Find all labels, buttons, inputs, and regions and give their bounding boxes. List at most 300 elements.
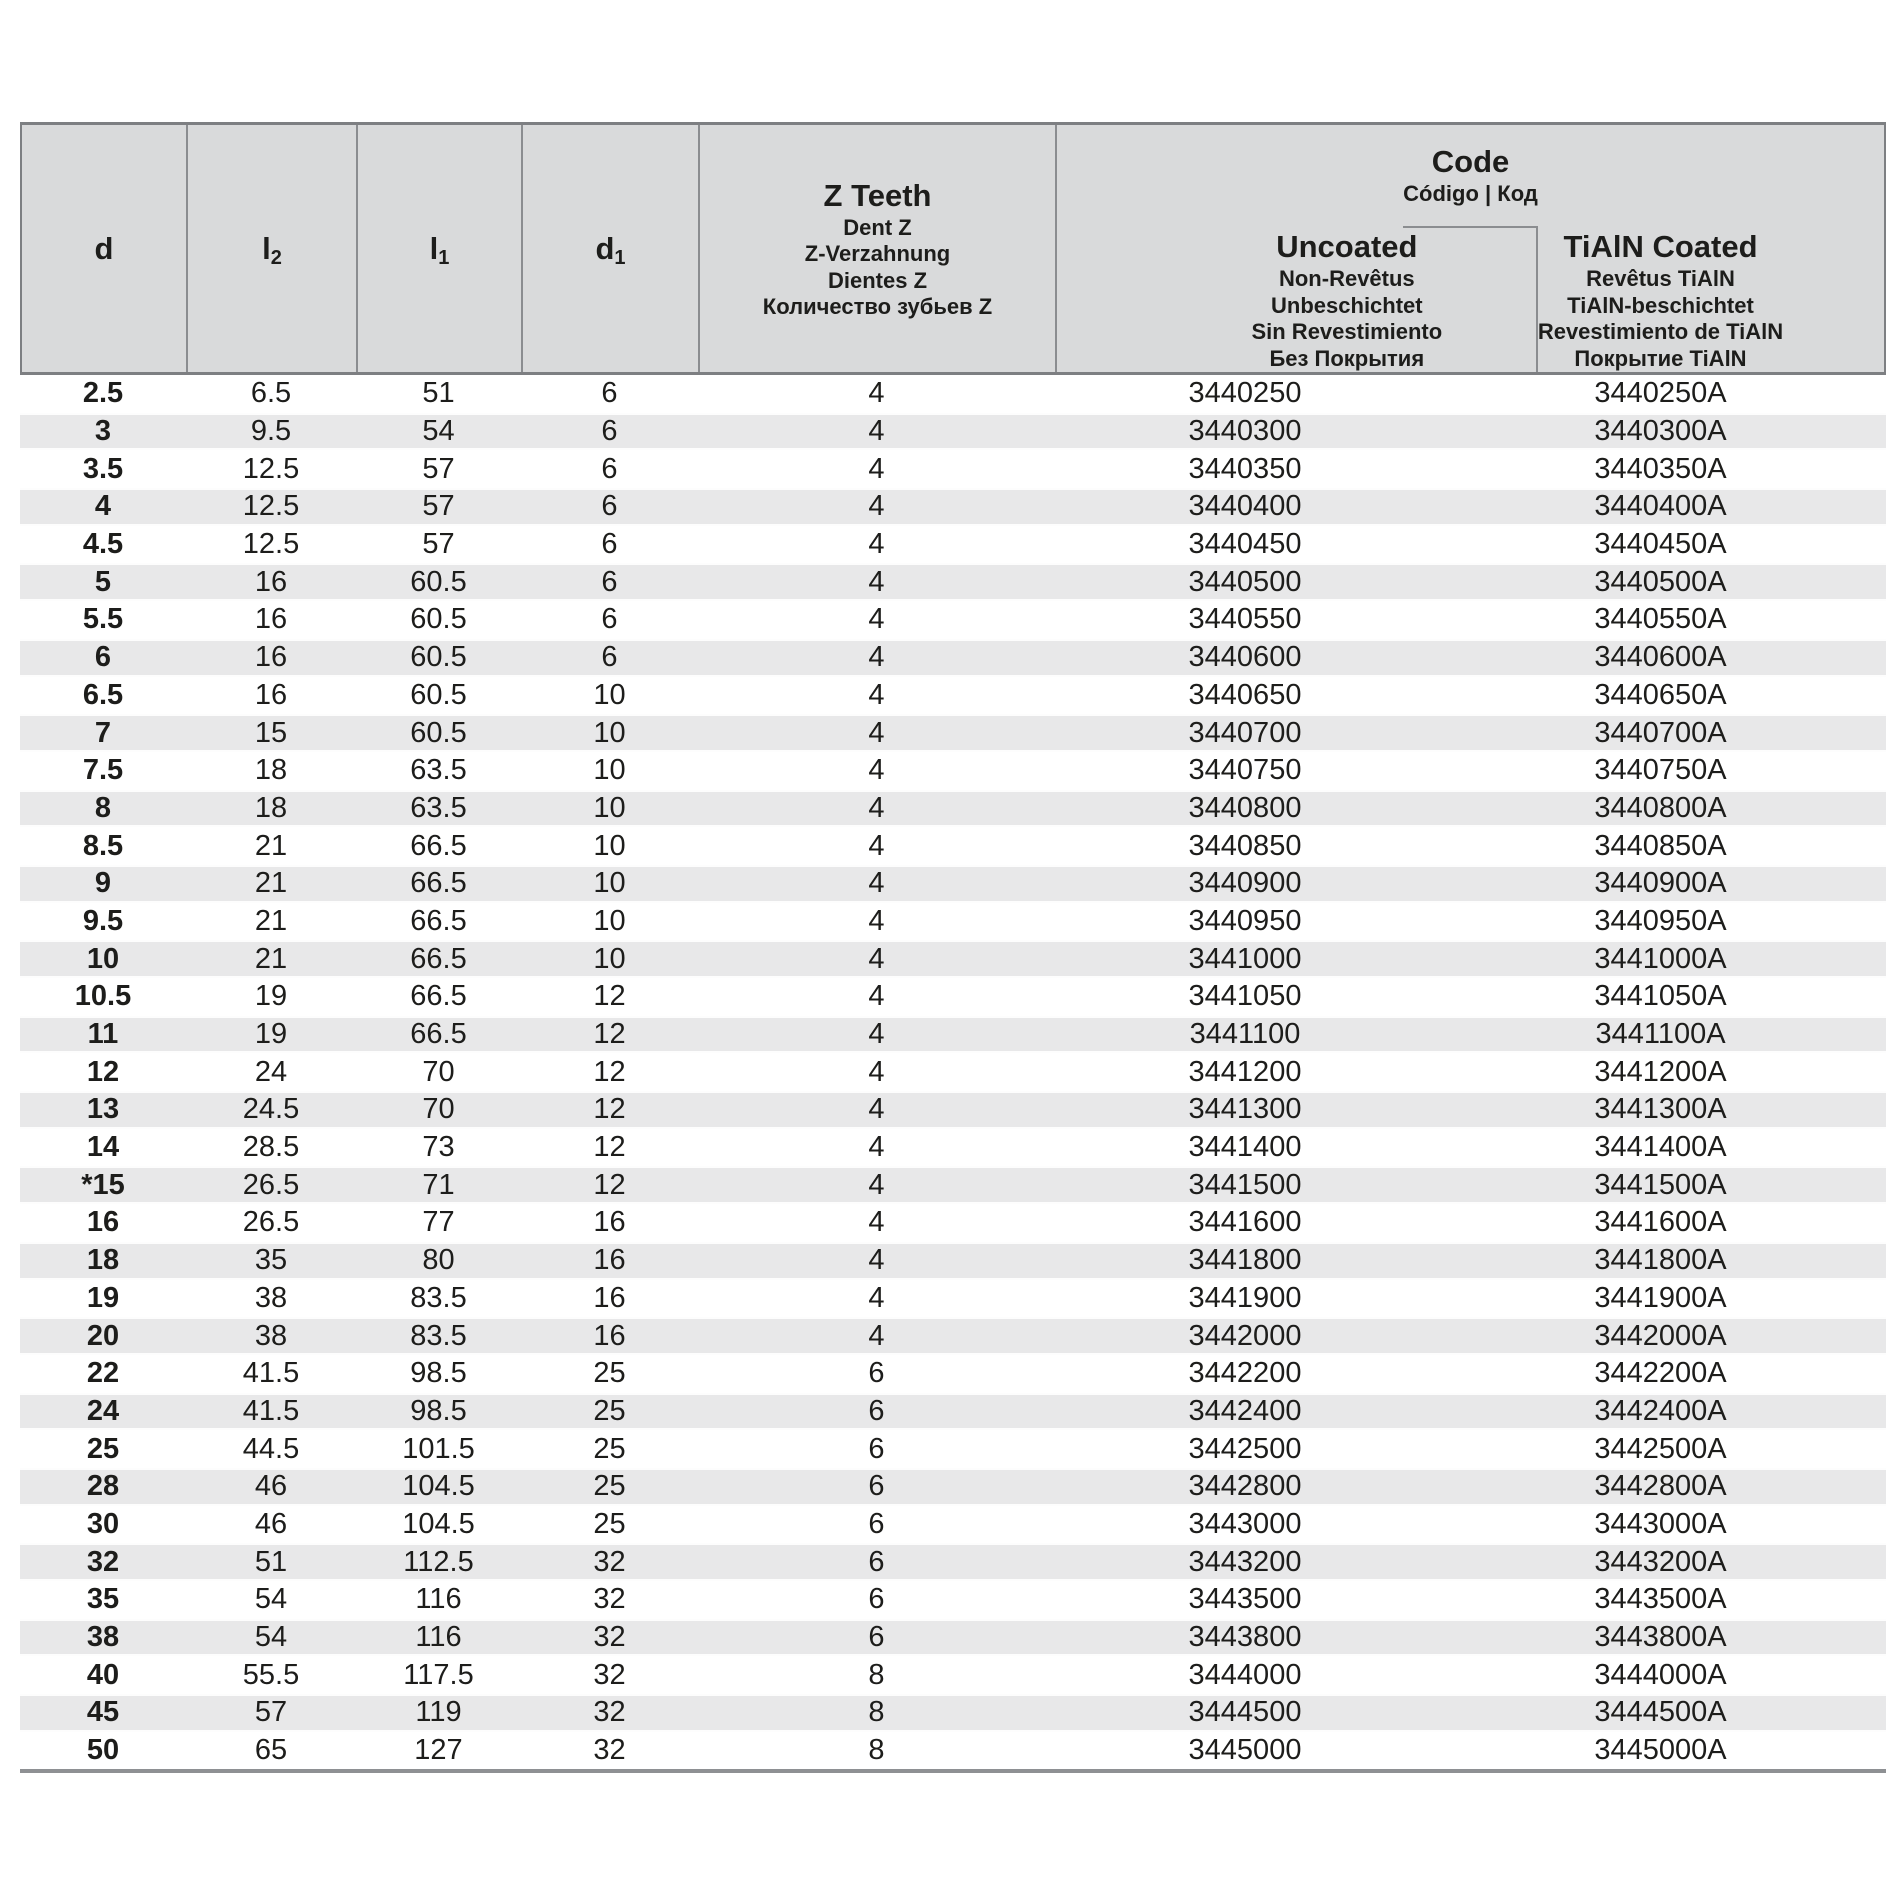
tialn-subtitle-fr: Revêtus TiAlN — [1586, 266, 1735, 291]
cell-d: 9.5 — [82, 904, 124, 937]
cell-l1: 116 — [415, 1583, 462, 1616]
cell-d: 35 — [86, 1583, 120, 1616]
cell-d1: 6 — [601, 528, 618, 561]
cell-z-teeth: 6 — [868, 1432, 885, 1465]
cell-l1: 117.5 — [403, 1658, 474, 1691]
cell-d1: 10 — [593, 867, 626, 900]
cell-d1: 12 — [593, 980, 626, 1013]
cell-z-teeth: 4 — [868, 1244, 885, 1277]
cell-d: 8 — [94, 791, 112, 824]
cell-d1: 12 — [593, 1168, 626, 1201]
cell-code-coated: 3441400A — [1594, 1131, 1727, 1164]
cell-code-uncoated: 3440650 — [1188, 678, 1302, 711]
table-row — [20, 1129, 1886, 1167]
cell-l1: 66.5 — [410, 904, 467, 937]
column-header-l2 — [188, 125, 358, 372]
cell-l2: 44.5 — [242, 1432, 300, 1465]
cell-l1: 101.5 — [402, 1432, 475, 1465]
table-row — [20, 526, 1886, 564]
cell-code-uncoated: 3442500 — [1188, 1432, 1302, 1465]
cell-l2: 41.5 — [242, 1394, 300, 1427]
cell-l1: 83.5 — [410, 1281, 467, 1314]
cell-z-teeth: 4 — [868, 1281, 885, 1314]
cell-l2: 6.5 — [250, 377, 292, 410]
cell-d1: 6 — [601, 603, 618, 636]
cell-d1: 16 — [593, 1281, 626, 1314]
cell-d: 2.5 — [82, 377, 124, 410]
cell-z-teeth: 4 — [868, 528, 885, 561]
cell-code-uncoated: 3440800 — [1188, 791, 1302, 824]
cell-code-coated: 3441050A — [1594, 980, 1727, 1013]
cell-code-coated: 3440700A — [1594, 716, 1727, 749]
cell-code-uncoated: 3442000 — [1188, 1319, 1302, 1352]
cell-d: 4 — [94, 490, 112, 523]
cell-d1: 12 — [593, 1093, 626, 1126]
cell-l1: 77 — [422, 1206, 455, 1239]
table-row — [20, 1091, 1886, 1129]
table-row — [20, 1393, 1886, 1431]
cell-d1: 6 — [601, 377, 618, 410]
cell-d: 25 — [86, 1432, 120, 1465]
cell-l1: 60.5 — [410, 565, 467, 598]
uncoated-subtitle-fr: Non-Revêtus — [1278, 266, 1415, 291]
cell-d: 10.5 — [74, 980, 132, 1013]
cell-code-uncoated: 3441600 — [1188, 1206, 1302, 1239]
table-row — [20, 1694, 1886, 1732]
code-group-header — [1403, 125, 1538, 228]
cell-code-uncoated: 3440300 — [1188, 415, 1302, 448]
column-header-z-teeth — [700, 125, 1057, 372]
cell-code-coated: 3443500A — [1594, 1583, 1727, 1616]
cell-z-teeth: 4 — [868, 678, 885, 711]
cell-l2: 16 — [254, 603, 288, 636]
cell-z-teeth: 4 — [868, 452, 885, 485]
cell-code-coated: 3444500A — [1594, 1696, 1727, 1729]
cell-code-uncoated: 3444000 — [1188, 1658, 1302, 1691]
cell-l1: 60.5 — [410, 603, 467, 636]
cell-d: 6.5 — [82, 678, 124, 711]
cell-d1: 16 — [593, 1206, 626, 1239]
cell-d1: 10 — [593, 829, 626, 862]
code-title: Code — [1431, 144, 1510, 180]
cell-z-teeth: 4 — [868, 1319, 885, 1352]
cell-l2: 9.5 — [250, 415, 292, 448]
uncoated-subtitle-de: Unbeschichtet — [1271, 292, 1423, 318]
table-bottom-rule — [20, 1769, 1886, 1773]
cell-z-teeth: 4 — [868, 1018, 885, 1051]
z-teeth-subtitle-fr: Dent Z — [843, 214, 912, 240]
cell-l1: 83.5 — [410, 1319, 467, 1352]
cell-code-uncoated: 3442800 — [1188, 1470, 1302, 1503]
cell-code-coated: 3441000A — [1594, 942, 1727, 975]
cell-l2: 12.5 — [242, 452, 300, 485]
cell-z-teeth: 4 — [868, 980, 885, 1013]
cell-code-coated: 3441800A — [1594, 1244, 1727, 1277]
cell-l2: 46 — [254, 1507, 288, 1540]
cell-l2: 38 — [254, 1319, 288, 1352]
cell-l1: 104.5 — [402, 1507, 475, 1540]
cell-z-teeth: 4 — [868, 754, 885, 787]
cell-d: 7.5 — [82, 754, 124, 787]
column-label-l1: $l_1$ — [429, 230, 450, 269]
cell-d: 5.5 — [82, 603, 124, 636]
uncoated-subtitle-ru: Без Покрытия — [1269, 345, 1425, 371]
cell-z-teeth: 4 — [868, 867, 885, 900]
cell-l2: 57 — [254, 1696, 288, 1729]
cell-code-coated: 3445000A — [1594, 1734, 1727, 1767]
cell-d: 6 — [94, 641, 112, 674]
cell-code-uncoated: 3443800 — [1188, 1621, 1302, 1654]
cell-code-uncoated: 3441000 — [1188, 942, 1302, 975]
cell-l2: 16 — [254, 565, 288, 598]
cell-l2: 24 — [254, 1055, 288, 1088]
code-column-group — [1057, 125, 1884, 372]
cell-l1: 54 — [422, 415, 455, 448]
cell-code-coated: 3440450A — [1594, 528, 1727, 561]
cell-code-coated: 3444000A — [1594, 1658, 1727, 1691]
cell-z-teeth: 6 — [868, 1507, 885, 1540]
cell-z-teeth: 4 — [868, 716, 885, 749]
cell-code-uncoated: 3442400 — [1188, 1394, 1302, 1427]
cell-z-teeth: 8 — [868, 1734, 885, 1767]
cell-l2: 16 — [254, 678, 288, 711]
cell-code-uncoated: 3440350 — [1188, 452, 1302, 485]
cell-code-uncoated: 3440950 — [1188, 904, 1302, 937]
table-row — [20, 903, 1886, 941]
table-row — [20, 1166, 1886, 1204]
z-teeth-subtitle-de: Z-Verzahnung — [804, 241, 951, 266]
cell-code-uncoated: 3441050 — [1188, 980, 1302, 1013]
cell-d1: 25 — [593, 1470, 626, 1503]
cell-code-coated: 3442200A — [1594, 1357, 1727, 1390]
cell-z-teeth: 6 — [868, 1394, 885, 1427]
cell-l1: 66.5 — [410, 829, 467, 862]
cell-d: 10 — [86, 942, 120, 975]
cell-code-uncoated: 3440600 — [1188, 641, 1302, 674]
cell-d: 4.5 — [82, 528, 124, 561]
cell-d1: 6 — [601, 452, 618, 485]
z-teeth-subtitle-es: Dientes Z — [827, 267, 928, 293]
cell-code-uncoated: 3440450 — [1188, 528, 1302, 561]
cell-l1: 98.5 — [410, 1357, 467, 1390]
cell-d1: 25 — [593, 1507, 626, 1540]
table-row — [20, 1468, 1886, 1506]
cell-d: 5 — [94, 565, 112, 598]
table-row — [20, 1732, 1886, 1770]
cell-d: 24 — [86, 1394, 120, 1427]
cell-d1: 10 — [593, 754, 626, 787]
cell-z-teeth: 4 — [868, 1131, 885, 1164]
column-header-l1 — [358, 125, 523, 372]
cell-z-teeth: 6 — [868, 1583, 885, 1616]
cell-l2: 24.5 — [242, 1093, 300, 1126]
cell-code-coated: 3441500A — [1594, 1168, 1727, 1201]
column-label-l2: $l_2$ — [262, 230, 282, 269]
cell-code-uncoated: 3441900 — [1188, 1281, 1302, 1314]
cell-d1: 32 — [593, 1583, 626, 1616]
cell-z-teeth: 4 — [868, 942, 885, 975]
cell-z-teeth: 4 — [868, 415, 885, 448]
cell-l1: 63.5 — [410, 791, 467, 824]
cell-d: 12 — [86, 1055, 120, 1088]
table-row — [20, 790, 1886, 828]
cell-code-uncoated: 3440400 — [1188, 490, 1302, 523]
cell-z-teeth: 6 — [868, 1357, 885, 1390]
cell-d: *15 — [81, 1168, 125, 1201]
table-row — [20, 714, 1886, 752]
cell-l2: 21 — [254, 942, 288, 975]
cell-code-uncoated: 3440900 — [1188, 867, 1302, 900]
cell-l2: 46 — [254, 1470, 288, 1503]
cell-l1: 119 — [415, 1696, 462, 1729]
cell-l1: 63.5 — [410, 754, 467, 787]
cell-d1: 32 — [593, 1658, 626, 1691]
tialn-subtitle-de: TiAlN-beschichtet — [1567, 292, 1754, 318]
table-row — [20, 827, 1886, 865]
cell-d: 45 — [86, 1696, 120, 1729]
cell-code-coated: 3440600A — [1594, 641, 1727, 674]
cell-d: 3 — [94, 415, 112, 448]
cell-l1: 70 — [422, 1093, 455, 1126]
table-row — [20, 1016, 1886, 1054]
cell-code-uncoated: 3441200 — [1188, 1055, 1302, 1088]
cell-l2: 21 — [254, 867, 288, 900]
cell-code-coated: 3443800A — [1594, 1621, 1727, 1654]
cell-code-coated: 3442500A — [1594, 1432, 1727, 1465]
cell-d1: 32 — [593, 1696, 626, 1729]
cell-code-coated: 3440350A — [1594, 452, 1727, 485]
cell-l2: 18 — [254, 754, 288, 787]
cell-d: 9 — [94, 867, 112, 900]
cell-l2: 38 — [254, 1281, 288, 1314]
cell-code-uncoated: 3440500 — [1188, 565, 1302, 598]
cell-z-teeth: 4 — [868, 829, 885, 862]
cell-d1: 10 — [593, 678, 626, 711]
cell-code-coated: 3441200A — [1594, 1055, 1727, 1088]
cell-l1: 71 — [422, 1168, 455, 1201]
cell-d1: 32 — [593, 1545, 626, 1578]
uncoated-title: Uncoated — [1276, 229, 1418, 264]
cell-z-teeth: 4 — [868, 565, 885, 598]
cell-l2: 19 — [254, 1018, 288, 1051]
cell-z-teeth: 4 — [868, 1055, 885, 1088]
cell-l1: 73 — [422, 1131, 455, 1164]
code-sub-headers — [1158, 228, 1783, 372]
cell-d1: 16 — [593, 1244, 626, 1277]
cell-d: 3.5 — [82, 452, 124, 485]
cell-code-coated: 3440550A — [1594, 603, 1727, 636]
cell-d: 18 — [86, 1244, 120, 1277]
cell-code-uncoated: 3440700 — [1188, 716, 1302, 749]
cell-l1: 57 — [422, 490, 455, 523]
cell-d1: 10 — [593, 942, 626, 975]
code-subtitle: Código | Код — [1403, 181, 1538, 207]
cell-z-teeth: 8 — [868, 1696, 885, 1729]
column-label-d: d — [94, 230, 114, 266]
cell-d: 8.5 — [82, 829, 124, 862]
table-row — [20, 413, 1886, 451]
cell-l2: 12.5 — [242, 528, 300, 561]
cell-code-coated: 3440900A — [1594, 867, 1727, 900]
cell-code-uncoated: 3443200 — [1188, 1545, 1302, 1578]
cell-l2: 54 — [254, 1583, 288, 1616]
cell-d: 7 — [94, 716, 112, 749]
table-row — [20, 1656, 1886, 1694]
table-row — [20, 1280, 1886, 1318]
cell-l1: 66.5 — [410, 942, 467, 975]
cell-code-coated: 3440800A — [1594, 791, 1727, 824]
cell-code-uncoated: 3441800 — [1188, 1244, 1302, 1277]
cell-l1: 66.5 — [410, 1018, 467, 1051]
cell-l1: 57 — [422, 528, 455, 561]
table-row — [20, 488, 1886, 526]
cell-code-uncoated: 3443500 — [1188, 1583, 1302, 1616]
cell-d1: 32 — [593, 1621, 626, 1654]
table-row — [20, 1619, 1886, 1657]
cell-code-coated: 3441100A — [1595, 1018, 1726, 1051]
cell-d1: 10 — [593, 904, 626, 937]
cell-d: 38 — [86, 1621, 120, 1654]
cell-code-coated: 3440400A — [1594, 490, 1727, 523]
cell-code-uncoated: 3441100 — [1189, 1018, 1301, 1051]
table-row — [20, 450, 1886, 488]
cell-d: 13 — [86, 1093, 120, 1126]
cell-code-coated: 3442800A — [1594, 1470, 1727, 1503]
table-row — [20, 1204, 1886, 1242]
cell-z-teeth: 6 — [868, 1621, 885, 1654]
cell-code-coated: 3440850A — [1594, 829, 1727, 862]
tialn-subtitle-es: Revestimiento de TiAlN — [1537, 319, 1784, 344]
cell-d1: 6 — [601, 565, 618, 598]
cell-l1: 98.5 — [410, 1394, 467, 1427]
cell-d: 16 — [86, 1206, 120, 1239]
cell-z-teeth: 6 — [868, 1470, 885, 1503]
table-row — [20, 940, 1886, 978]
cell-l2: 21 — [254, 904, 288, 937]
cell-l1: 112.5 — [403, 1545, 474, 1578]
cell-l2: 55.5 — [242, 1658, 300, 1691]
cell-code-coated: 3443000A — [1594, 1507, 1727, 1540]
table-row — [20, 752, 1886, 790]
cell-d1: 32 — [593, 1734, 626, 1767]
table-row — [20, 1317, 1886, 1355]
column-header-d1 — [523, 125, 700, 372]
cell-code-coated: 3440300A — [1594, 415, 1727, 448]
column-header-d — [22, 125, 188, 372]
cell-z-teeth: 4 — [868, 490, 885, 523]
cell-z-teeth: 4 — [868, 641, 885, 674]
cell-z-teeth: 4 — [868, 1093, 885, 1126]
cell-l2: 19 — [254, 980, 288, 1013]
column-header-tialn-coated — [1538, 228, 1783, 372]
cell-code-uncoated: 3444500 — [1188, 1696, 1302, 1729]
cell-d: 28 — [86, 1470, 120, 1503]
table-row — [20, 1581, 1886, 1619]
cell-code-coated: 3442400A — [1594, 1394, 1727, 1427]
cell-d1: 6 — [601, 490, 618, 523]
cell-l2: 12.5 — [242, 490, 300, 523]
table-row — [20, 1543, 1886, 1581]
cell-l2: 21 — [254, 829, 288, 862]
cell-l1: 51 — [422, 377, 455, 410]
table-row — [20, 677, 1886, 715]
table-row — [20, 601, 1886, 639]
cell-l2: 26.5 — [242, 1206, 300, 1239]
cell-l1: 70 — [422, 1055, 455, 1088]
cell-d: 30 — [86, 1507, 120, 1540]
cell-l2: 54 — [254, 1621, 288, 1654]
cell-l2: 15 — [254, 716, 288, 749]
cell-l2: 28.5 — [242, 1131, 300, 1164]
cell-code-coated: 3440500A — [1594, 565, 1727, 598]
cell-l2: 51 — [254, 1545, 288, 1578]
cell-code-uncoated: 3441400 — [1188, 1131, 1302, 1164]
cell-code-coated: 3442000A — [1594, 1319, 1727, 1352]
cell-code-coated: 3440250A — [1594, 377, 1727, 410]
cell-d1: 12 — [593, 1018, 626, 1051]
cell-l2: 26.5 — [242, 1168, 300, 1201]
cell-d: 40 — [86, 1658, 120, 1691]
cell-z-teeth: 4 — [868, 603, 885, 636]
z-teeth-subtitle-ru: Количество зубьев Z — [762, 294, 993, 319]
cell-d1: 6 — [601, 641, 618, 674]
tialn-subtitle-ru: Покрытие TiAlN — [1574, 345, 1747, 371]
cell-l1: 80 — [422, 1244, 455, 1277]
tialn-title: TiAlN Coated — [1563, 229, 1758, 264]
cell-d1: 10 — [593, 791, 626, 824]
cell-code-coated: 3441600A — [1594, 1206, 1727, 1239]
cell-z-teeth: 4 — [868, 1206, 885, 1239]
table-row — [20, 1053, 1886, 1091]
cell-d1: 16 — [593, 1319, 626, 1352]
cell-d1: 12 — [593, 1055, 626, 1088]
z-teeth-title: Z Teeth — [823, 177, 932, 213]
cell-d1: 10 — [593, 716, 626, 749]
cell-l1: 66.5 — [410, 867, 467, 900]
cell-l1: 116 — [415, 1621, 462, 1654]
table-row — [20, 1430, 1886, 1468]
cell-d1: 25 — [593, 1432, 626, 1465]
cell-d: 32 — [86, 1545, 120, 1578]
cell-code-uncoated: 3442200 — [1188, 1357, 1302, 1390]
cell-l1: 66.5 — [410, 980, 467, 1013]
cell-d1: 25 — [593, 1394, 626, 1427]
cell-z-teeth: 8 — [868, 1658, 885, 1691]
cell-l2: 65 — [254, 1734, 288, 1767]
cell-code-uncoated: 3440750 — [1188, 754, 1302, 787]
cell-code-coated: 3440950A — [1594, 904, 1727, 937]
table-body — [20, 375, 1886, 1769]
cell-l2: 35 — [254, 1244, 288, 1277]
table-row — [20, 375, 1886, 413]
cell-code-coated: 3440650A — [1594, 678, 1727, 711]
table-row — [20, 1506, 1886, 1544]
table-row — [20, 1355, 1886, 1393]
cell-l1: 104.5 — [402, 1470, 475, 1503]
cell-d: 19 — [86, 1281, 120, 1314]
table-row — [20, 978, 1886, 1016]
cell-code-uncoated: 3441300 — [1188, 1093, 1302, 1126]
table-row — [20, 865, 1886, 903]
cell-z-teeth: 4 — [868, 904, 885, 937]
column-label-d1: $d_1$ — [595, 230, 626, 269]
cell-code-coated: 3441300A — [1594, 1093, 1727, 1126]
cell-code-coated: 3441900A — [1594, 1281, 1727, 1314]
table-row — [20, 563, 1886, 601]
cell-code-uncoated: 3440550 — [1188, 603, 1302, 636]
cell-code-uncoated: 3443000 — [1188, 1507, 1302, 1540]
cell-l2: 41.5 — [242, 1357, 300, 1390]
